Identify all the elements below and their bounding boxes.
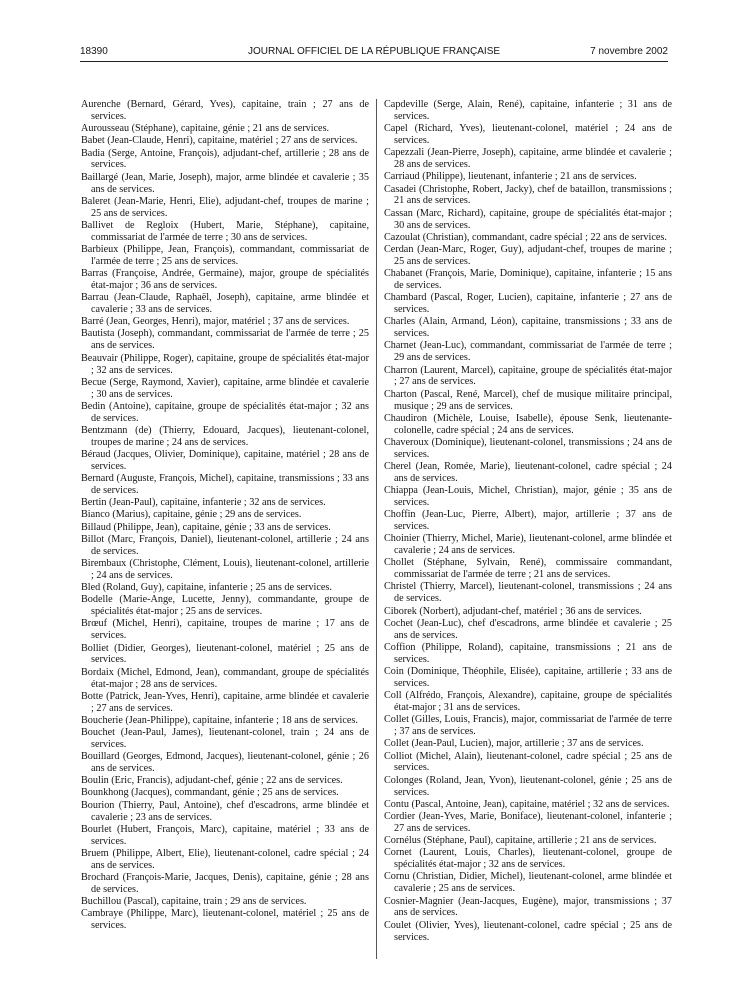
list-item: Christel (Thierry, Marcel), lieutenant-colonel, transmissions ; 24 ans de services.	[384, 581, 672, 605]
list-item: Charton (Pascal, René, Marcel), chef de musique militaire principal, musique ; 29 ans de services.	[384, 388, 672, 412]
list-item: Ciborek (Norbert), adjudant-chef, matériel ; 36 ans de services.	[384, 605, 642, 617]
left-column	[81, 99, 369, 932]
list-item: Colonges (Roland, Jean, Yvon), lieutenant-colonel, génie ; 25 ans de services.	[384, 774, 672, 798]
list-item: Bernard (Auguste, François, Michel), capitaine, transmissions ; 33 ans de services.	[81, 473, 369, 497]
list-item: Bodelle (Marie-Ange, Lucette, Jenny), commandante, groupe de spécialités état-major ; 25 ans de services.	[81, 594, 369, 618]
list-item: Coulet (Olivier, Yves), lieutenant-colonel, cadre spécial ; 25 ans de services.	[384, 919, 672, 943]
list-item: Cornu (Christian, Didier, Michel), lieutenant-colonel, arme blindée et cavalerie ; 25 ans de services.	[384, 871, 672, 895]
list-item: Choinier (Thierry, Michel, Marie), lieutenant-colonel, arme blindée et cavalerie ; 24 ans de services.	[384, 533, 672, 557]
list-item: Chambard (Pascal, Roger, Lucien), capitaine, infanterie ; 27 ans de services.	[384, 292, 672, 316]
list-item: Cazoulat (Christian), commandant, cadre spécial ; 22 ans de services.	[384, 231, 667, 243]
list-item: Chollet (Stéphane, Sylvain, René), commissaire commandant, commissariat de l'armée de terre ; 21 ans de services.	[384, 557, 672, 581]
list-item: Carriaud (Philippe), lieutenant, infanterie ; 21 ans de services.	[384, 171, 637, 183]
list-item: Barré (Jean, Georges, Henri), major, matériel ; 37 ans de services.	[81, 316, 350, 328]
list-item: Bourlet (Hubert, François, Marc), capitaine, matériel ; 33 ans de services.	[81, 823, 369, 847]
list-item: Collet (Jean-Paul, Lucien), major, artillerie ; 37 ans de services.	[384, 738, 644, 750]
list-item: Choffin (Jean-Luc, Pierre, Albert), major, artillerie ; 37 ans de services.	[384, 509, 672, 533]
list-item: Barrau (Jean-Claude, Raphaël, Joseph), capitaine, arme blindée et cavalerie ; 33 ans de services.	[81, 292, 369, 316]
list-item: Bolliet (Didier, Georges), lieutenant-colonel, matériel ; 25 ans de services.	[81, 642, 369, 666]
list-item: Birembaux (Christophe, Clément, Louis), lieutenant-colonel, artillerie ; 24 ans de services.	[81, 557, 369, 581]
column-divider	[376, 99, 377, 959]
list-item: Bautista (Joseph), commandant, commissariat de l'armée de terre ; 25 ans de services.	[81, 328, 369, 352]
list-item: Bouchet (Jean-Paul, James), lieutenant-colonel, train ; 24 ans de services.	[81, 727, 369, 750]
list-item: Cerdan (Jean-Marc, Roger, Guy), adjudant-chef, troupes de marine ; 25 ans de services.	[384, 243, 672, 267]
list-item: Cosnier-Magnier (Jean-Jacques, Eugène), major, transmissions ; 37 ans de services.	[384, 895, 672, 919]
list-item: Casadei (Christophe, Robert, Jacky), chef de bataillon, transmissions ; 21 ans de services.	[384, 183, 672, 207]
list-item: Collet (Gilles, Louis, Francis), major, commissariat de l'armée de terre ; 37 ans de services.	[384, 714, 672, 738]
issue-date: 7 novembre 2002	[590, 46, 668, 57]
page-header	[80, 46, 668, 60]
list-item: Bertin (Jean-Paul), capitaine, infanterie ; 32 ans de services.	[81, 497, 326, 509]
list-item: Capel (Richard, Yves), lieutenant-colonel, matériel ; 24 ans de services.	[384, 123, 672, 147]
list-item: Bentzmann (de) (Thierry, Edouard, Jacques), lieutenant-colonel, troupes de marine ; 24 ans de services.	[81, 424, 369, 448]
list-item: Coin (Dominique, Théophile, Elisée), capitaine, artillerie ; 33 ans de services.	[384, 666, 672, 689]
list-item: Bouillard (Georges, Edmond, Jacques), lieutenant-colonel, génie ; 26 ans de services.	[81, 751, 369, 775]
list-item: Bled (Roland, Guy), capitaine, infanterie ; 25 ans de services.	[81, 582, 332, 594]
list-item: Bourion (Thierry, Paul, Antoine), chef d'escadrons, arme blindée et cavalerie ; 23 ans de services.	[81, 799, 369, 823]
list-item: Cherel (Jean, Romée, Marie), lieutenant-colonel, cadre spécial ; 24 ans de services.	[384, 460, 672, 484]
list-item: Chaveroux (Dominique), lieutenant-colonel, transmissions ; 24 ans de services.	[384, 436, 672, 460]
list-item: Brœuf (Michel, Henri), capitaine, troupes de marine ; 17 ans de services.	[81, 618, 369, 642]
list-item: Bordaix (Michel, Edmond, Jean), commandant, groupe de spécialités état-major ; 28 ans de services.	[81, 666, 369, 690]
list-item: Chabanet (François, Marie, Dominique), capitaine, infanterie ; 15 ans de services.	[384, 268, 672, 291]
list-item: Contu (Pascal, Antoine, Jean), capitaine, matériel ; 32 ans de services.	[384, 798, 670, 810]
list-item: Barras (Françoise, Andrée, Germaine), major, groupe de spécialités état-major ; 36 ans de services.	[81, 268, 369, 291]
list-item: Colliot (Michel, Alain), lieutenant-colonel, cadre spécial ; 25 ans de services.	[384, 750, 672, 774]
list-item: Cochet (Jean-Luc), chef d'escadrons, arme blindée et cavalerie ; 25 ans de services.	[384, 617, 672, 641]
list-item: Chiappa (Jean-Louis, Michel, Christian), major, génie ; 35 ans de services.	[384, 485, 672, 508]
list-item: Cornélus (Stéphane, Paul), capitaine, artillerie ; 21 ans de services.	[384, 835, 657, 847]
list-item: Cornet (Laurent, Louis, Charles), lieutenant-colonel, groupe de spécialités état-major ; 32 ans de services.	[384, 847, 672, 871]
list-item: Billaud (Philippe, Jean), capitaine, génie ; 33 ans de services.	[81, 521, 331, 533]
list-item: Brochard (François-Marie, Jacques, Denis), capitaine, génie ; 28 ans de services.	[81, 871, 369, 895]
list-item: Chaudiron (Michèle, Louise, Isabelle), épouse Senk, lieutenante-colonelle, cadre spécial ; 24 ans de services.	[384, 412, 672, 436]
journal-title: JOURNAL OFFICIEL DE LA RÉPUBLIQUE FRANÇAISE	[247, 46, 501, 57]
list-item: Becue (Serge, Raymond, Xavier), capitaine, arme blindée et cavalerie ; 30 ans de services.	[81, 376, 369, 400]
list-item: Billot (Marc, François, Daniel), lieutenant-colonel, artillerie ; 24 ans de services.	[81, 533, 369, 557]
list-item: Cambraye (Philippe, Marc), lieutenant-colonel, matériel ; 25 ans de services.	[81, 908, 369, 932]
page-number: 18390	[80, 46, 108, 57]
list-item: Botte (Patrick, Jean-Yves, Henri), capitaine, arme blindée et cavalerie ; 27 ans de services.	[81, 690, 369, 714]
list-item: Cordier (Jean-Yves, Marie, Boniface), lieutenant-colonel, infanterie ; 27 ans de services.	[384, 810, 672, 834]
list-item: Charron (Laurent, Marcel), capitaine, groupe de spécialités état-major ; 27 ans de services.	[384, 364, 672, 388]
list-item: Babet (Jean-Claude, Henri), capitaine, matériel ; 27 ans de services.	[81, 135, 358, 147]
list-item: Bianco (Marius), capitaine, génie ; 29 ans de services.	[81, 509, 302, 521]
list-item: Baleret (Jean-Marie, Henri, Elie), adjudant-chef, troupes de marine ; 25 ans de services.	[81, 195, 369, 219]
list-item: Charnet (Jean-Luc), commandant, commissariat de l'armée de terre ; 29 ans de services.	[384, 340, 672, 364]
list-item: Ballivet de Regloix (Hubert, Marie, Stéphane), capitaine, commissariat de l'armée de terre ; 30 ans de services.	[81, 219, 369, 243]
list-item: Coll (Alfrédo, François, Alexandre), capitaine, groupe de spécialités état-major ; 31 ans de services.	[384, 690, 672, 714]
list-item: Aurousseau (Stéphane), capitaine, génie ; 21 ans de services.	[81, 123, 330, 135]
list-item: Béraud (Jacques, Olivier, Dominique), capitaine, matériel ; 28 ans de services.	[81, 449, 369, 472]
list-item: Capdeville (Serge, Alain, René), capitaine, infanterie ; 31 ans de services.	[384, 99, 672, 122]
list-item: Boulin (Eric, Francis), adjudant-chef, génie ; 22 ans de services.	[81, 775, 343, 787]
list-item: Cassan (Marc, Richard), capitaine, groupe de spécialités état-major ; 30 ans de services.	[384, 207, 672, 231]
list-item: Bedin (Antoine), capitaine, groupe de spécialités état-major ; 32 ans de services.	[81, 400, 369, 424]
list-item: Coffion (Philippe, Roland), capitaine, transmissions ; 21 ans de services.	[384, 641, 672, 665]
list-item: Aurenche (Bernard, Gérard, Yves), capitaine, train ; 27 ans de services.	[81, 99, 369, 122]
list-item: Charles (Alain, Armand, Léon), capitaine, transmissions ; 33 ans de services.	[384, 316, 672, 340]
list-item: Bounkhong (Jacques), commandant, génie ; 25 ans de services.	[81, 787, 339, 799]
list-item: Bruem (Philippe, Albert, Elie), lieutenant-colonel, cadre spécial ; 24 ans de services.	[81, 847, 369, 871]
list-item: Beauvair (Philippe, Roger), capitaine, groupe de spécialités état-major ; 32 ans de services.	[81, 352, 369, 376]
header-rule	[80, 61, 668, 62]
right-column	[384, 99, 672, 944]
list-item: Baillargé (Jean, Marie, Joseph), major, arme blindée et cavalerie ; 35 ans de services.	[81, 171, 369, 195]
list-item: Boucherie (Jean-Philippe), capitaine, infanterie ; 18 ans de services.	[81, 714, 358, 726]
list-item: Badia (Serge, Antoine, François), adjudant-chef, artillerie ; 28 ans de services.	[81, 147, 369, 171]
list-item: Buchillou (Pascal), capitaine, train ; 29 ans de services.	[81, 896, 307, 908]
list-item: Capezzali (Jean-Pierre, Joseph), capitaine, arme blindée et cavalerie ; 28 ans de services.	[384, 147, 672, 171]
list-item: Barbieux (Philippe, Jean, François), commandant, commissariat de l'armée de terre ; 25 ans de services.	[81, 243, 369, 267]
